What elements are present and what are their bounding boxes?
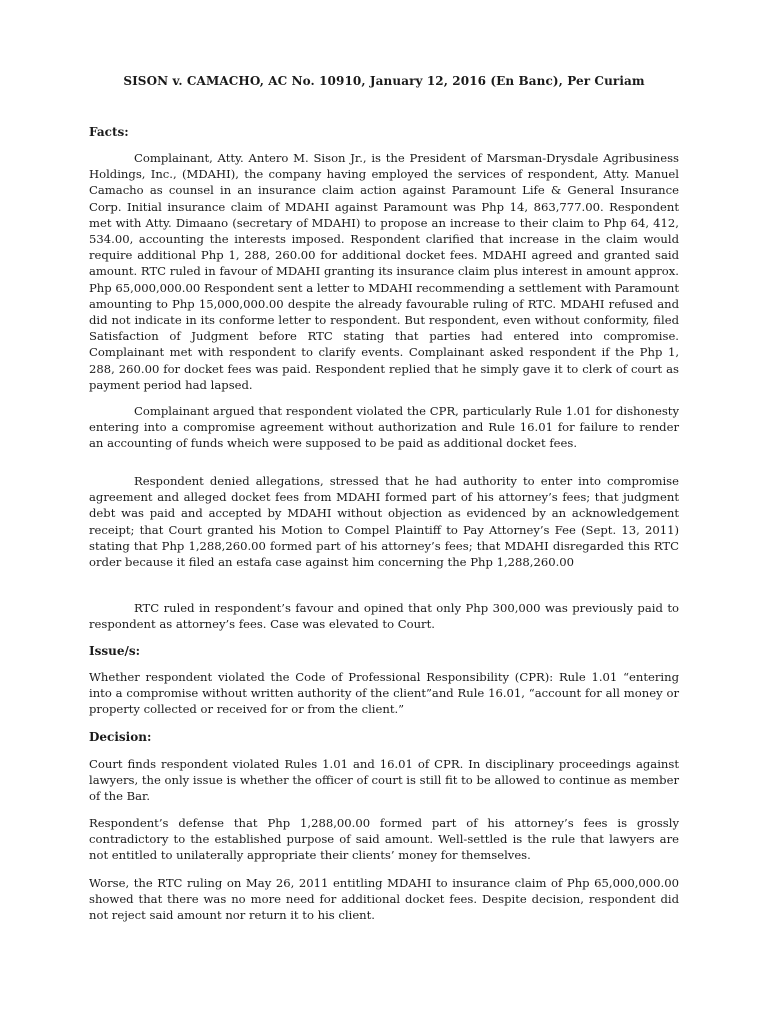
facts-heading: Facts: bbox=[89, 125, 129, 139]
issues-heading: Issue/s: bbox=[89, 644, 141, 658]
facts-paragraph-4: RTC ruled in respondent’s favour and opined that only Php 300,000 was previously paid to respondent as attorney’s fees. Case was elevated to Court. bbox=[89, 601, 679, 632]
facts-paragraph-1: Complainant, Atty. Antero M. Sison Jr., is the President of Marsman-Drysdale Agribusiness Holdings, Inc., (MDAHI), the company having employed the services of respondent, Atty. Manuel Camacho as counsel in an insurance claim action against Paramount Life & General Insurance Corp. Initial insurance claim of MDAHI against Paramount was Php 14, 863,777.00. Respondent met with Atty. Dimaano (secretary of MDAHI) to propose an increase to their claim to Php 64, 412, 534.00, accounting the interests imposed. Respondent clarified that increase in the claim would require additional Php 1, 288, 260.00 for additional docket fees. MDAHI agreed and granted said amount. RTC ruled in favour of MDAHI granting its insurance claim plus interest in amount approx. Php 65,000,000.00 Respondent sent a letter to MDAHI recommending a settlement with Paramount amounting to Php 15,000,000.00 despite the already favourable ruling of RTC. MDAHI refused and did not indicate in its conforme letter to respondent. But respondent, even without conformity, filed Satisfaction of Judgment before RTC stating that parties had entered into compromise. Complainant met with respondent to clarify events. Complainant asked respondent if the Php 1, 288, 260.00 for docket fees was paid. Respondent replied that he simply gave it to clerk of court as payment period had lapsed. bbox=[89, 151, 679, 392]
issues-paragraph-1: Whether respondent violated the Code of Professional Responsibility (CPR): Rule 1.01 “entering into a compromise without written authority of the client”and Rule 16.01, “account for all money or property collected or received for or from the client.” bbox=[89, 670, 679, 717]
decision-paragraph-3: Worse, the RTC ruling on May 26, 2011 entitling MDAHI to insurance claim of Php 65,000,000.00 showed that there was no more need for additional docket fees. Despite decision, respondent did not reject said amount nor return it to his client. bbox=[89, 876, 679, 923]
facts-paragraph-2: Complainant argued that respondent violated the CPR, particularly Rule 1.01 for dishonesty entering into a compromise agreement without authorization and Rule 16.01 for failure to render an accounting of funds wheich were supposed to be paid as additional docket fees. bbox=[89, 404, 679, 451]
facts-paragraph-3: Respondent denied allegations, stressed that he had authority to enter into compromise agreement and alleged docket fees from MDAHI formed part of his attorney’s fees; that judgment debt was paid and accepted by MDAHI without objection as evidenced by an acknowledgement receipt; that Court granted his Motion to Compel Plaintiff to Pay Attorney’s Fee (Sept. 13, 2011) stating that Php 1,288,260.00 formed part of his attorney’s fees; that MDAHI disregarded this RTC order because it filed an estafa case against him concerning the Php 1,288,260.00 bbox=[89, 474, 679, 570]
decision-paragraph-2: Respondent’s defense that Php 1,288,00.00 formed part of his attorney’s fees is grossly contradictory to the established purpose of said amount. Well-settled is the rule that lawyers are not entitled to unilaterally appropriate their clients’ money for themselves. bbox=[89, 816, 679, 863]
decision-paragraph-1: Court finds respondent violated Rules 1.01 and 16.01 of CPR. In disciplinary proceedings against lawyers, the only issue is whether the officer of court is still fit to be allowed to continue as member of the Bar. bbox=[89, 757, 679, 804]
case-title: SISON v. CAMACHO, AC No. 10910, January 12, 2016 (En Banc), Per Curiam bbox=[123, 74, 645, 88]
decision-heading: Decision: bbox=[89, 730, 152, 744]
